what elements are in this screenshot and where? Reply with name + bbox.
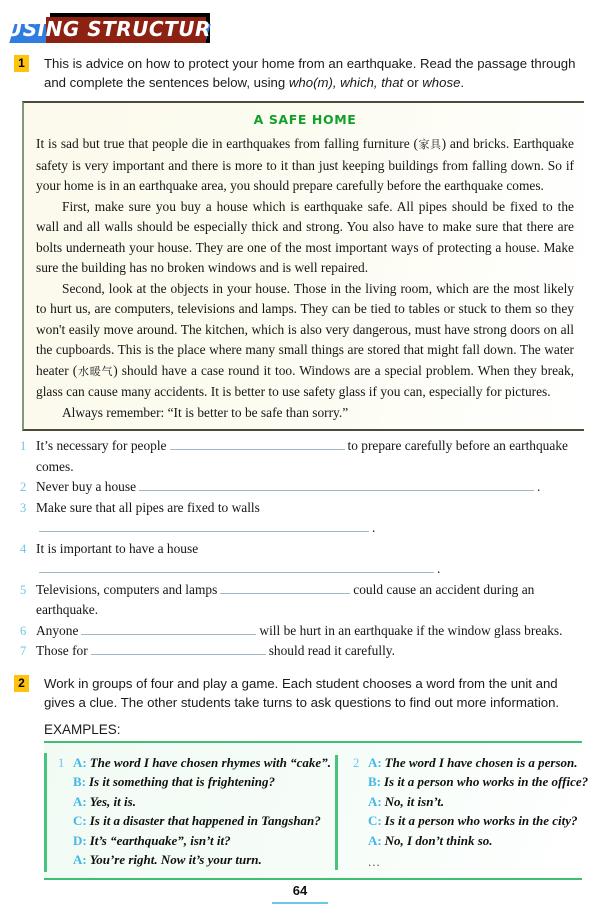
- dialog-text: Is it something that is frightening?: [89, 774, 276, 789]
- section-banner: [0, 6, 600, 54]
- dialog-text: Is it a person who works in the office?: [383, 774, 589, 789]
- blank-item: [20, 436, 588, 477]
- paragraph-text-before: First, make sure you buy a house which is earthquake safe. All pipes should be fixed to the wall and all walls should be especially thick and strong. You also have to make sure that there are bolts underneath your house. They are one of the most important ways of protecting a house. Make sure the building has no broken windows and is well repaired.: [36, 198, 574, 275]
- blank-item: [20, 539, 588, 580]
- passage-paragraph: [36, 197, 574, 279]
- dialog-text: No, I don’t think so.: [384, 832, 493, 848]
- dialog-1: [58, 753, 331, 870]
- passage-title: A SAFE HOME: [253, 112, 357, 127]
- blank-text-after: .: [537, 479, 541, 494]
- blank-text-before: Anyone: [36, 622, 79, 638]
- dialog-text: You’re right. Now it’s your turn.: [89, 852, 262, 867]
- fill-in-blanks-list: [20, 436, 588, 662]
- dialog-text: Is it a person who works in the city?: [384, 813, 578, 828]
- paragraph-text-after: ) should have a case round it too. Windows are a special problem. When they break, glass can cause many accidents. It is better to use safety glass if you can, especially for pictures.: [36, 362, 575, 399]
- dialog-number: 2: [352, 755, 360, 770]
- blank-number: 2: [20, 480, 27, 494]
- exercise-1-instruction: [44, 54, 590, 92]
- blank-answer-line[interactable]: [220, 580, 350, 594]
- blank-number: 6: [20, 623, 27, 638]
- exercise-2: [14, 674, 590, 712]
- blank-answer-line[interactable]: [39, 518, 369, 532]
- speaker-label: A:: [73, 793, 87, 809]
- blank-body: [36, 539, 588, 580]
- blank-answer-line[interactable]: [39, 559, 434, 573]
- blank-item: [20, 498, 588, 539]
- blank-text-after: could cause an accident during an earthquake.: [36, 581, 535, 617]
- dialog-text: The word I have chosen is a person.: [384, 754, 578, 770]
- dialog-text: No, it isn’t.: [384, 793, 445, 809]
- speaker-label: A:: [73, 754, 87, 770]
- paragraph-text-before: Always remember: “It is better to be safe than sorry.”: [62, 404, 349, 420]
- instruction-text-c: .: [460, 75, 465, 90]
- dialog-line: [73, 850, 331, 870]
- chinese-gloss: 水暖气: [77, 364, 114, 378]
- blank-number: 4: [20, 541, 27, 556]
- dialog-column-2: [349, 753, 588, 871]
- instruction-text-a: This is advice on how to protect your home from an earthquake. Read the passage through and complete the sentences below, using: [44, 56, 576, 90]
- dialog-column-1: [54, 753, 331, 871]
- paragraph-text-after: ) and bricks. Earthquake safety is very important and there is more to it than just keeping buildings from falling down. So if your home is in an earthquake area, you should prepare carefully before the earthquake comes.: [36, 136, 575, 193]
- blank-body: [36, 621, 588, 642]
- blank-body: [36, 498, 588, 539]
- passage-paragraph: [36, 134, 574, 197]
- dialog-lines: [368, 753, 588, 871]
- blank-number: 3: [20, 500, 27, 515]
- blank-text-after: will be hurt in an earthquake if the window glass breaks.: [259, 622, 563, 638]
- instruction-text-b: or: [403, 75, 423, 90]
- blank-item: [20, 580, 588, 621]
- speaker-label: C:: [73, 813, 87, 828]
- dialog-line: [368, 753, 588, 773]
- blank-text-before: Never buy a house: [36, 479, 137, 494]
- passage-paragraph: [36, 279, 574, 403]
- examples-box: [44, 741, 589, 881]
- exercise-2-instruction: Work in groups of four and play a game. Each student chooses a word from the unit and gives a clue. The other students take turns to ask questions to find out more information.: [44, 675, 560, 710]
- blank-answer-line[interactable]: [170, 436, 345, 450]
- examples-label: EXAMPLES:: [44, 721, 121, 737]
- blank-text-after: .: [437, 561, 441, 576]
- dialog-line: [73, 792, 331, 812]
- page-footer: [0, 883, 600, 904]
- dialog-line: [368, 831, 588, 851]
- blank-text-after: should read it carefully.: [268, 643, 395, 658]
- footer-rule: [272, 902, 328, 904]
- instruction-italic-a: who(m), which, that: [288, 75, 404, 90]
- blank-body: [36, 436, 588, 477]
- blank-body: [36, 477, 588, 498]
- paragraph-text-before: Second, look at the objects in your house. Those in the living room, which are the most likely to hurt us, are computers, televisions and lamps. They can be tied to tables or stuck to them so they won't easily move around. The kitchen, which is also very dangerous, must have strong doors on all the cupboards. This is the place where many small things are stored that might fall down. The water heater (: [36, 280, 574, 378]
- dialog-text: The word I have chosen rhymes with “cake”.: [89, 754, 331, 770]
- speaker-label: A:: [367, 832, 382, 848]
- blank-text-after: to prepare carefully before an earthquake comes.: [36, 438, 568, 474]
- paragraph-text-before: It is sad but true that people die in earthquakes from falling furniture (: [36, 136, 418, 151]
- blank-text-after: .: [372, 520, 376, 535]
- dialog-line: [73, 753, 331, 773]
- section-title: USING STRUCTURES: [6, 17, 240, 41]
- dialog-ellipsis: ...: [367, 854, 381, 869]
- blank-item: [20, 641, 588, 662]
- blank-body: [36, 580, 588, 621]
- blank-item: [20, 621, 588, 642]
- speaker-label: A:: [367, 754, 382, 770]
- speaker-label: B:: [73, 774, 86, 789]
- blank-number: 1: [20, 439, 27, 453]
- blank-text-before: It is important to have a house: [36, 540, 199, 556]
- dialog-line: [73, 831, 331, 851]
- speaker-label: D:: [73, 832, 87, 848]
- blank-answer-line[interactable]: [81, 621, 256, 635]
- speaker-label: B:: [367, 774, 381, 789]
- blank-number: 7: [20, 644, 27, 658]
- dialog-line: [368, 792, 588, 812]
- exercise-1-number: 1: [14, 55, 29, 72]
- blank-text-before: It’s necessary for people: [36, 438, 167, 453]
- dialog-line: [73, 811, 331, 831]
- blank-text-before: Make sure that all pipes are fixed to walls: [36, 499, 260, 515]
- exercise-1: [14, 54, 590, 92]
- dialog-line: [73, 772, 331, 792]
- dialog-text: It’s “earthquake”, isn’t it?: [89, 832, 231, 848]
- blank-text-before: Televisions, computers and lamps: [36, 581, 218, 597]
- passage-paragraph: [36, 403, 574, 424]
- speaker-label: C:: [367, 813, 382, 828]
- dialog-text: Yes, it is.: [89, 793, 136, 809]
- exercise-2-number: 2: [14, 675, 29, 692]
- blank-answer-line[interactable]: [139, 477, 534, 491]
- dialog-lines: [73, 753, 331, 870]
- dialog-2: [353, 753, 588, 871]
- blank-body: [36, 641, 588, 662]
- blank-text-before: Those for: [36, 643, 88, 658]
- dialog-line: [368, 811, 588, 831]
- chinese-gloss: 家具: [417, 138, 442, 151]
- dialog-number: 1: [58, 755, 65, 770]
- blank-item: [20, 477, 588, 498]
- blank-answer-line[interactable]: [91, 641, 266, 655]
- instruction-italic-b: whose: [422, 75, 461, 90]
- dialog-line: [368, 772, 588, 792]
- reading-passage: [22, 101, 584, 431]
- speaker-label: A:: [367, 793, 382, 809]
- dialog-text: Is it a disaster that happened in Tangshan?: [89, 813, 321, 828]
- blank-number: 5: [20, 582, 27, 597]
- speaker-label: A:: [73, 852, 87, 867]
- page-number: 64: [292, 883, 308, 898]
